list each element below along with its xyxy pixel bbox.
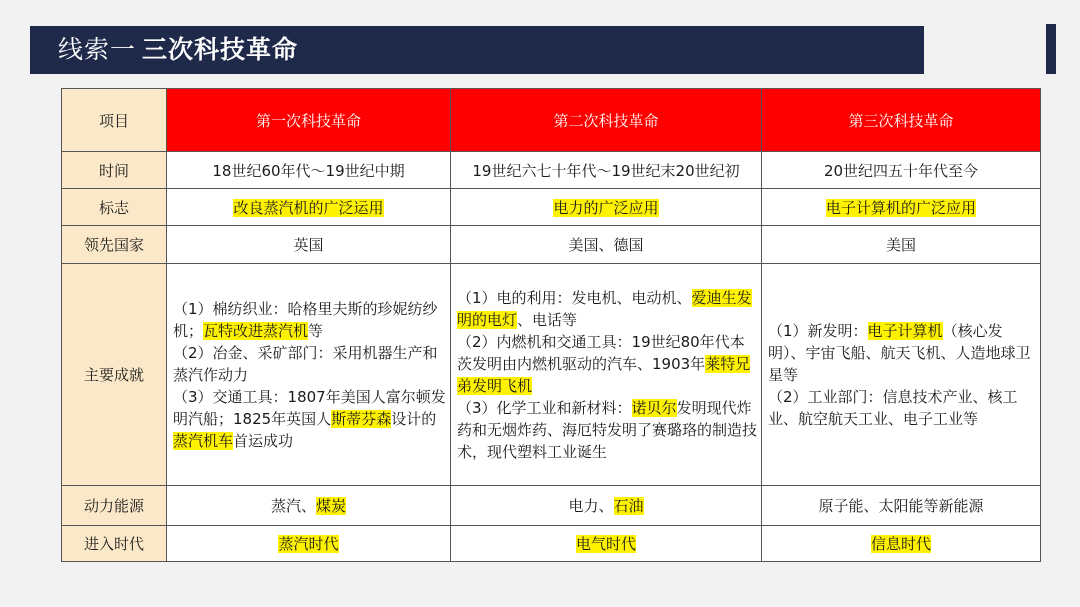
ach2-p3-highlight: 诺贝尔 (631, 398, 677, 417)
header-label: 项目 (62, 89, 167, 152)
ach2-p2-highlight: 莱特兄弟发明飞机 (457, 354, 751, 395)
row-label-era: 进入时代 (62, 526, 167, 562)
header-col-1: 第一次科技革命 (167, 89, 451, 152)
row-label-energy: 动力能源 (62, 486, 167, 526)
row-label-time: 时间 (62, 152, 167, 189)
header-col-3: 第三次科技革命 (762, 89, 1041, 152)
row-label-leading: 领先国家 (62, 226, 167, 264)
header-col-2: 第二次科技革命 (451, 89, 762, 152)
sign-text-3: 电子计算机的广泛应用 (825, 198, 976, 217)
ach2-p1-highlight: 爱迪生发明的电灯 (457, 288, 752, 329)
energy-2-highlight: 石油 (613, 497, 644, 515)
table-row-sign (62, 189, 1041, 226)
era-text-3: 信息时代 (870, 535, 931, 553)
ach2-p1: （1）电的利用：发电机、电动机、 (457, 288, 692, 307)
leading-cell-2: 美国、德国 (451, 226, 762, 264)
title-prefix: 线索一 (58, 35, 137, 64)
energy-cell-3: 原子能、太阳能等新能源 (762, 486, 1041, 526)
ach3-p2: （2）工业部门：信息技术产业、核工业、航空航天工业、电子工业等 (768, 387, 1018, 428)
ach1-p1-highlight: 瓦特改进蒸汽机 (203, 321, 309, 340)
right-accent-bar (1046, 24, 1056, 74)
ach1-p3-end: 首运成功 (233, 431, 294, 450)
leading-cell-3: 美国 (762, 226, 1041, 264)
ach3-p1: （1）新发明： (768, 321, 868, 340)
sign-cell-3 (762, 189, 1041, 226)
time-cell-1: 18世纪60年代～19世纪中期 (167, 152, 451, 189)
ach1-p3-mid: 设计的 (391, 409, 437, 428)
achievements-cell-1 (167, 264, 451, 486)
row-label-sign: 标志 (62, 189, 167, 226)
energy-cell-2 (451, 486, 762, 526)
era-cell-1 (167, 526, 451, 562)
energy-1-highlight: 煤炭 (316, 497, 347, 515)
table-row-energy (62, 486, 1041, 526)
ach1-p3-highlight-1: 斯蒂芬森 (331, 409, 392, 428)
time-cell-2: 19世纪六七十年代～19世纪末20世纪初 (451, 152, 762, 189)
table-header-row (62, 89, 1041, 152)
ach2-p3: （3）化学工业和新材料： (457, 398, 632, 417)
revolution-table (61, 88, 1041, 562)
sign-cell-2 (451, 189, 762, 226)
ach3-p1-highlight: 电子计算机 (867, 321, 943, 340)
table-row-leading (62, 226, 1041, 264)
era-text-2: 电气时代 (575, 535, 636, 553)
era-text-1: 蒸汽时代 (278, 535, 339, 553)
ach1-p1-end: 等 (308, 321, 324, 340)
ach2-p3-end: 发明现代炸药和无烟炸药、海厄特发明了赛璐珞的制造技术，现代塑料工业诞生 (457, 398, 758, 461)
era-cell-2 (451, 526, 762, 562)
achievements-cell-3 (762, 264, 1041, 486)
title-main: 三次科技革命 (142, 35, 299, 64)
achievements-cell-2 (451, 264, 762, 486)
ach2-p2: （2）内燃机和交通工具：19世纪80年代本茨发明由内燃机驱动的汽车、1903年 (457, 332, 745, 373)
sign-text-1: 改良蒸汽机的广泛运用 (233, 198, 384, 217)
sign-cell-1 (167, 189, 451, 226)
ach1-p3-highlight-2: 蒸汽机车 (173, 431, 234, 450)
ach1-p3: （3）交通工具：1807年美国人富尔顿发明汽船；1825年英国人 (173, 387, 446, 428)
table-row-era (62, 526, 1041, 562)
table-row-achievements (62, 264, 1041, 486)
energy-cell-1 (167, 486, 451, 526)
energy-1-text: 蒸汽、 (270, 497, 316, 515)
era-cell-3 (762, 526, 1041, 562)
ach1-p1: （1）棉纺织业：哈格里夫斯的珍妮纺纱机； (173, 299, 438, 340)
ach2-p1-end: 、电话等 (517, 310, 578, 329)
ach3-p1-end: （核心发明）、宇宙飞船、航天飞机、人造地球卫星等 (768, 321, 1031, 384)
row-label-achievements: 主要成就 (62, 264, 167, 486)
ach1-p2: （2）冶金、采矿部门：采用机器生产和蒸汽作动力 (173, 343, 438, 384)
sign-text-2: 电力的广泛应用 (553, 198, 659, 217)
leading-cell-1: 英国 (167, 226, 451, 264)
table-row-time (62, 152, 1041, 189)
energy-2-text: 电力、 (568, 497, 614, 515)
time-cell-3: 20世纪四五十年代至今 (762, 152, 1041, 189)
page-title (58, 26, 298, 74)
